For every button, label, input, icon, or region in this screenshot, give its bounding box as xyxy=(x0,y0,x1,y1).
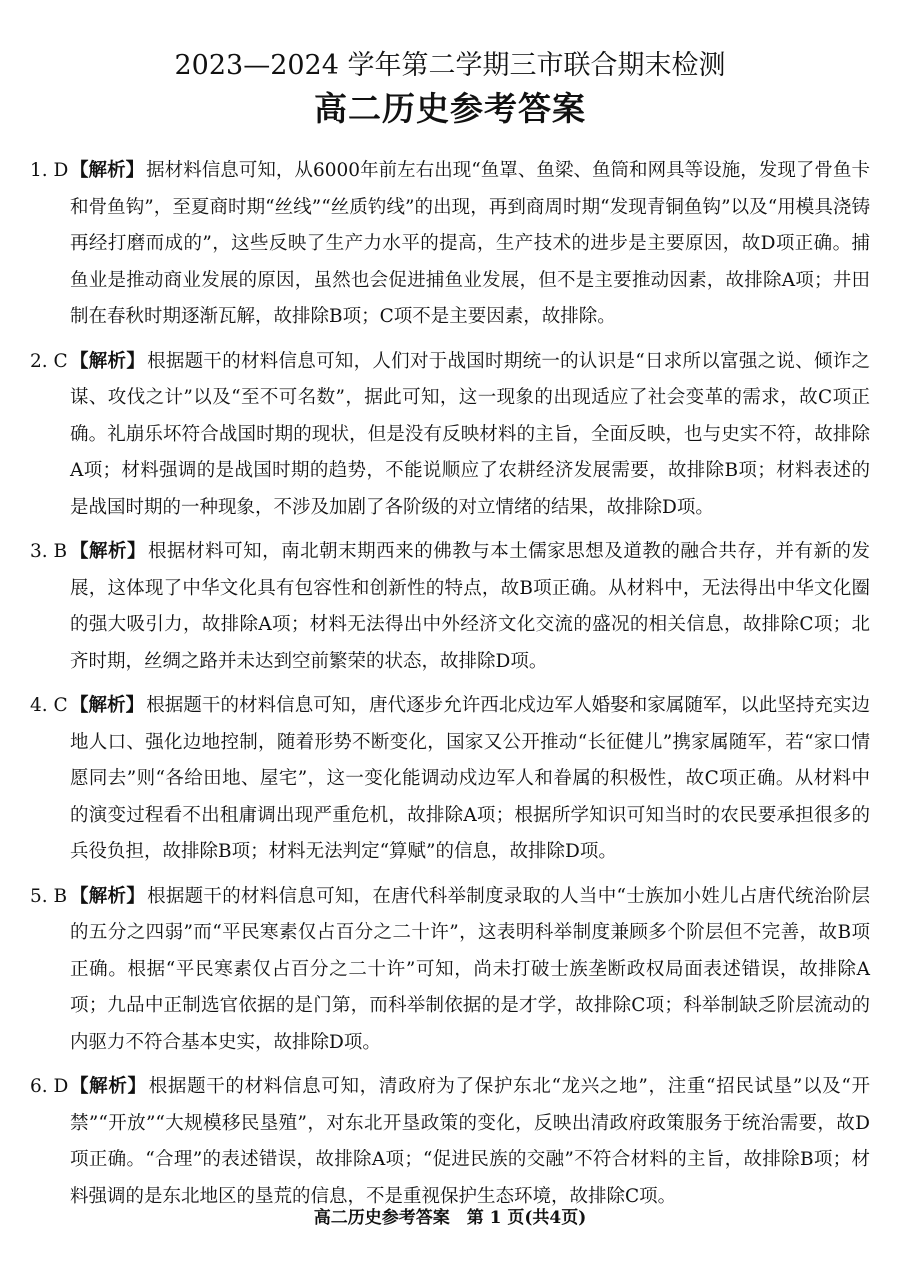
answer-item-4 xyxy=(30,688,870,871)
answer-text: 根据题干的材料信息可知，清政府为了保护东北“龙兴之地”，注重“招民试垦”以及“开禁”“开放”“大规模移民垦殖”，对东北开垦政策的变化，反映出清政府政策服务于统治需要，故D项正确。“合理”的表述错误，故排除A项；“促进民族的交融”不符合材料的主旨，故排除B项；材料强调的是东北地区的垦荒的信息，不是重视保护生态环境，故排除C项。 xyxy=(70,1076,870,1207)
analysis-tag: 【解析】 xyxy=(70,350,146,372)
answer-item-3 xyxy=(30,534,870,680)
page-footer: 高二历史参考答案 第 1 页(共4页) xyxy=(313,1208,587,1228)
exam-title: 2023—2024 学年第二学期三市联合期末检测 xyxy=(174,50,726,81)
answer-number: 2. C xyxy=(30,350,68,372)
answer-item-6 xyxy=(30,1069,870,1215)
analysis-tag: 【解析】 xyxy=(70,160,145,181)
analysis-tag: 【解析】 xyxy=(70,695,145,716)
answer-number: 5. B xyxy=(30,885,68,907)
analysis-tag: 【解析】 xyxy=(70,1076,147,1097)
answer-text: 根据材料可知，南北朝末期西来的佛教与本土儒家思想及道教的融合共存，并有新的发展，这体现了中华文化具有包容性和创新性的特点，故B项正确。从材料中，无法得出中华文化圈的强大吸引力，故排除A项；材料无法得出中外经济文化交流的盛况的相关信息，故排除C项；北齐时期，丝绸之路并未达到空前繁荣的状态，故排除D项。 xyxy=(70,541,870,672)
analysis-tag: 【解析】 xyxy=(70,541,147,562)
answer-text: 根据题干的材料信息可知，在唐代科举制度录取的人当中“士族加小姓儿占唐代统治阶层的五分之四弱”而“平民寒素仅占百分之二十许”，这表明科举制度兼顾多个阶层但不完善，故B项正确。根据“平民寒素仅占百分之二十许”可知，尚未打破士族垄断政权局面表述错误，故排除A项；九品中正制选官依据的是门第，而科举制依据的是才学，故排除C项；科举制缺乏阶层流动的内驱力不符合基本史实，故排除D项。 xyxy=(70,885,870,1053)
answer-text: 根据题干的材料信息可知，人们对于战国时期统一的认识是“日求所以富强之说、倾诈之谋、攻伐之计”以及“至不可名数”，据此可知，这一现象的出现适应了社会变革的需求，故C项正确。礼崩乐坏符合战国时期的现状，但是没有反映材料的主旨，全面反映，也与史实不符，故排除A项；材料强调的是战国时期的趋势，不能说顺应了农耕经济发展需要，故排除B项；材料表述的是战国时期的一种现象，不涉及加剧了各阶级的对立情绪的结果，故排除D项。 xyxy=(70,350,870,518)
page-title: 高二历史参考答案 xyxy=(314,89,586,128)
answer-number: 6. D xyxy=(30,1076,69,1097)
answer-item-1 xyxy=(30,153,870,336)
answer-number: 3. B xyxy=(30,541,68,562)
answer-text: 根据题干的材料信息可知，唐代逐步允许西北戍边军人婚娶和家属随军，以此坚持充实边地人口、强化边地控制，随着形势不断变化，国家又公开推动“长征健儿”携家属随军，若“家口情愿同去”则“各给田地、屋宅”，这一变化能调动戍边军人和眷属的积极性，故C项正确。从材料中的演变过程看不出租庸调出现严重危机，故排除A项；根据所学知识可知当时的农民要承担很多的兵役负担，故排除B项；材料无法判定“算赋”的信息，故排除D项。 xyxy=(70,695,870,862)
answers-list xyxy=(30,153,870,1223)
answer-item-5 xyxy=(30,879,870,1062)
answer-number: 1. D xyxy=(30,160,69,181)
answer-text: 据材料信息可知，从6000年前左右出现“鱼罩、鱼梁、鱼筒和网具等设施，发现了骨鱼卡和骨鱼钩”，至夏商时期“丝线”“丝质钓线”的出现，再到商周时期“发现青铜鱼钩”以及“用模具浇铸再经打磨而成的”，这些反映了生产力水平的提高，生产技术的进步是主要原因，故D项正确。捕鱼业是推动商业发展的原因，虽然也会促进捕鱼业发展，但不是主要推动因素，故排除A项；井田制在春秋时期逐渐瓦解，故排除B项；C项不是主要因素，故排除。 xyxy=(70,160,870,327)
analysis-tag: 【解析】 xyxy=(70,885,146,907)
answer-number: 4. C xyxy=(30,695,68,716)
answer-item-2 xyxy=(30,344,870,527)
